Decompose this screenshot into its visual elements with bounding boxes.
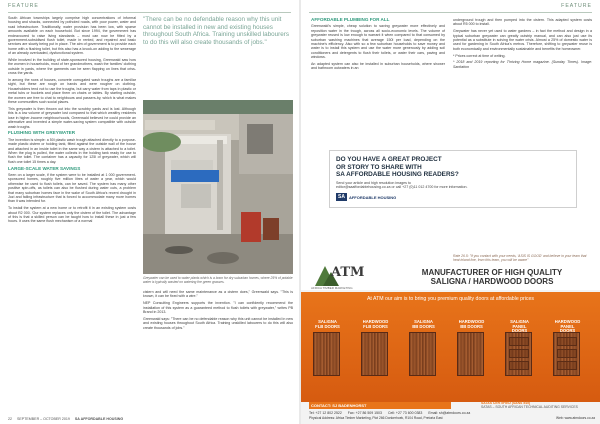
door-label: SALIGNA BB DOORS — [412, 319, 435, 329]
atm-doors-ad — [301, 252, 600, 424]
section-heading: AFFORDABLE PLUMBING FOR ALL — [311, 17, 390, 22]
paragraph: An adapted system can also be installed in suburban households, where shower and bathroom outwaters in an — [311, 62, 445, 71]
right-column-1 — [311, 16, 445, 73]
photo-illustration — [143, 100, 293, 274]
atm-cell: Cell: +27 73 600 0383 — [387, 411, 423, 415]
sa-logo-mark: SA — [338, 194, 345, 200]
door-hardwood-flb — [361, 319, 389, 376]
article-column-2 — [143, 290, 293, 332]
ad-line: SA AFFORDABLE HOUSING READERS? — [336, 171, 459, 178]
atm-web: Web: www.atmdoors.co.za — [556, 416, 595, 420]
paragraph: Greywater has never yet used to water gardens – in fact the method and design in a typical suburban greywater can greatly outstrip manual, and can also just use its potential as a substitute in solving the water crisis. Almost a 25% of domestic water is used for gardening in South Africa's metros. Therefore, shifting to greywater reuse is both economically and environmentally sustainable and benefits the homeowner. — [453, 29, 592, 51]
atm-address-line — [309, 416, 595, 420]
right-column-2 — [453, 18, 592, 72]
sa-logo-text: AFFORDABLE HOUSING — [348, 194, 397, 200]
running-head-right: FEATURE — [561, 3, 592, 9]
paragraph: The invention is simple: a 50l plastic wash trough attached directly to a purpose-made plastic cistern or holding tank, fitted against the outside wall of the house and attached in an inside toilet in the same way a cistern is attached to a toilet. When the plug is pulled, the water collects in the holding tank ready for use to flush the toilet. The container has a capacity for 125l of greywater, which will flush one toilet 15 times a day. — [8, 137, 136, 164]
atm-orange-band — [301, 292, 600, 402]
paragraph: Seen on a larger scale, if the system were to be installed at 1 000 government-sponsored homes, roughly five million litres of water a year, which would otherwise be used to flush toilets, can be saved. The system has many other positive spin-offs, as toilets can also be flushed during water cuts, a problem that many suburban homes face in the wake of South Africa's recent drought in Jozi and failing infrastructure that is forced to accommodate many more homes than it was intended for. — [8, 172, 136, 204]
paragraph: This greywater is then thrown out into the scrubby yards and is lost. Although this is a low volume of greywater lost compared to that which wealthy residents lose in higher-income neighbourhoods, Greenwald believed he could provide an alternative and invented a simple water-saving system compatible with outside wash troughs. — [8, 106, 136, 129]
story-submission-ad — [329, 150, 577, 208]
atm-fax: Fax: +27 86 509 1503 — [347, 411, 382, 415]
atm-logo-text: ATM — [331, 265, 365, 280]
atm-address: Physical Address: Africa Timber Marketing, Plot 266 Donkerhoek, R104 Road, Pretoria East — [309, 416, 443, 420]
door-label: SALIGNA PANEL DOORS — [510, 319, 529, 334]
satas-certification — [481, 401, 593, 409]
satas-title: SATAS CERTIFIED (SANS 545) — [481, 401, 531, 405]
atm-headline — [389, 268, 595, 286]
door-hardwood-panel — [553, 319, 581, 376]
section-heading: FLUSHING WITH GREYWATER — [8, 130, 76, 136]
ad-sub-line: editor@saaffordablehousing.co.za or call +27 (0)11 012 4700 for more information. — [336, 185, 468, 190]
door-saligna-flb — [313, 319, 340, 376]
footer-left — [8, 417, 123, 421]
magazine-brand: SA AFFORDABLE HOUSING — [74, 417, 124, 421]
satas-sub: SATAS – SOUTH AFRICAN TECHNICAL AUDITING SERVICES — [481, 405, 578, 409]
door-hardwood-bb — [457, 319, 485, 376]
greywater-trough-photo — [143, 100, 293, 274]
atm-promo-text: Rate 26.5: "If you contact with your needs, 'ASIS IS GOOD' and believe in your team that heat inland line, from this team, you will be aware" — [453, 254, 587, 262]
paragraph: In among the rows of houses, concrete corrugated wash troughs are a familiar sight, but these are rough on hands and were rougher on clothing. Householders tend not to use the troughs, but carry water from taps in plastic or metal tubs or buckets and place them on chairs or tables. By starting outside, the women are free to chat to neighbours and passers-by, which is what makes these communities such social places. — [8, 78, 136, 105]
atm-logo — [311, 262, 367, 292]
atm-contact-line — [309, 411, 595, 415]
paragraph: cistern and will need the same maintenance as a cistern does," Greenwald says. "This is known, it can be fixed with a wire." — [143, 290, 293, 299]
paragraph: Greenwald's simple, cheap solution to saving greywater more effectively and reposition water in the trough, across all socio-economic levels. The volume of greywater reused is low enough to warrant it when compared to that consumed by suburban washing machines that average 150l per load, depending on the machine's efficiency. Also with so a few suburban households to save money and water is to install this system and use the water more generously by adding soil conditioners and detergents to flush their toilets, or water their cars, paving and windows. — [311, 24, 445, 60]
page-number: 22 — [8, 417, 12, 421]
credit: * 2018 and 2019 reporting for Thriving Home magazine. (Sunday Times). Image: Sanitation — [453, 60, 592, 69]
atm-headline-2: SALIGNA / HARDWOOD DOORS — [430, 277, 554, 286]
atm-tel: Tel: +27 12 802 2522 — [309, 411, 342, 415]
paragraph: underground trough and then pumped into the cistern. This adapted system costs about R5 000 to install. — [453, 18, 592, 27]
ad-sub-line: Send your article and high resolution images to — [336, 181, 411, 185]
door-label: SALIGNA FLB DOORS — [315, 319, 340, 329]
paragraph: South African townships largely comprise high concentrations of informal housing and shacks, connected by potholed roads, with poor power, water and road infrastructure. Traditionally, water provision has been low, with sparse amounts available on each household. But since 1994, the government has endeavoured to raise living standards – most can now be fitted by a government-subsidised flush toilet, made in rented, and repaired and basic services are slowly being put in place. The aim of government is to provide each home with a flushing toilet, but this also has a knock-on adding to the sewerage of an already overloaded, dysfunctional system. — [8, 16, 136, 56]
atm-email: Email: sh@atmdoors.co.za — [428, 411, 471, 415]
atm-headline-1: MANUFACTURER OF HIGH QUALITY — [421, 268, 563, 277]
atm-tagline: At ATM our aim is to bring you premium quality doors at affordable prices — [366, 296, 535, 302]
paragraph: NEP Consulting Engineers supports the invention. "I can confidently recommend the installation of this system as a guaranteed method to flush toilets with greywater," writes PB Brand in 2013. — [143, 301, 293, 315]
right-page — [301, 0, 600, 424]
door-saligna-bb — [409, 319, 436, 376]
ad-subtext — [336, 181, 572, 190]
atm-logo-sub: AFRICA TIMBER MARKETING — [311, 286, 353, 290]
paragraph: To install the system at a new home or to retrofit it in an existing system costs about R2 000. 'Our system replaces only the cistern of the toilet. The advantage of this is that a skilled person can be taught how to install these in just a few hours. It uses the same flush mechanism of a normal — [8, 206, 136, 224]
photo-caption: Greywater can be used to water plants which is a boon for dry suburban homes, where 25% of potable water is typically wasted on watering the green grasses. — [143, 276, 293, 284]
door-label: HARDWOOD PANEL DOORS — [554, 319, 581, 334]
footnote: * Prices correct at time of writing. — [453, 53, 506, 58]
issue-date: SEPTEMBER – OCTOBER 2019 — [17, 417, 70, 421]
ad-line: DO YOU HAVE A GREAT PROJECT — [336, 156, 442, 163]
atm-contact-person: CONTACT: SJ BADENHORST — [309, 402, 451, 409]
ad-headline — [336, 156, 572, 179]
door-range — [307, 318, 595, 378]
header-rule — [309, 12, 592, 13]
door-saligna-panel — [505, 319, 532, 376]
header-rule — [8, 12, 291, 13]
running-head-left: FEATURE — [8, 3, 39, 9]
door-label: HARDWOOD BB DOORS — [458, 319, 485, 329]
ad-line: OR STORY TO SHARE WITH — [336, 163, 422, 171]
paragraph: While involved in the building of state-sponsored housing, Greenwald saw how the women in households, most of her grandmothers, wash the families' clothing outside in yards, where the garments can be seen flapping on lines that criss-cross the yards. — [8, 58, 136, 76]
pull-quote: "There can be no defendable reason why this unit cannot be installed in new and existing houses throughout South Africa. Training unskilled labourers to do this will also create thousands of jobs." — [143, 16, 289, 46]
left-page — [0, 0, 299, 424]
article-column-1 — [8, 16, 136, 226]
section-heading: LARGE-SCALE WATER SAVINGS — [8, 165, 81, 171]
paragraph: Greenwald says: "There can be no defendable reason why this unit cannot be installed in new and existing houses throughout South Africa. Training unskilled labourers to do this will also create thousands of jobs." — [143, 316, 293, 330]
sa-affordable-logo — [336, 193, 396, 201]
door-label: HARDWOOD FLB DOORS — [362, 319, 389, 329]
